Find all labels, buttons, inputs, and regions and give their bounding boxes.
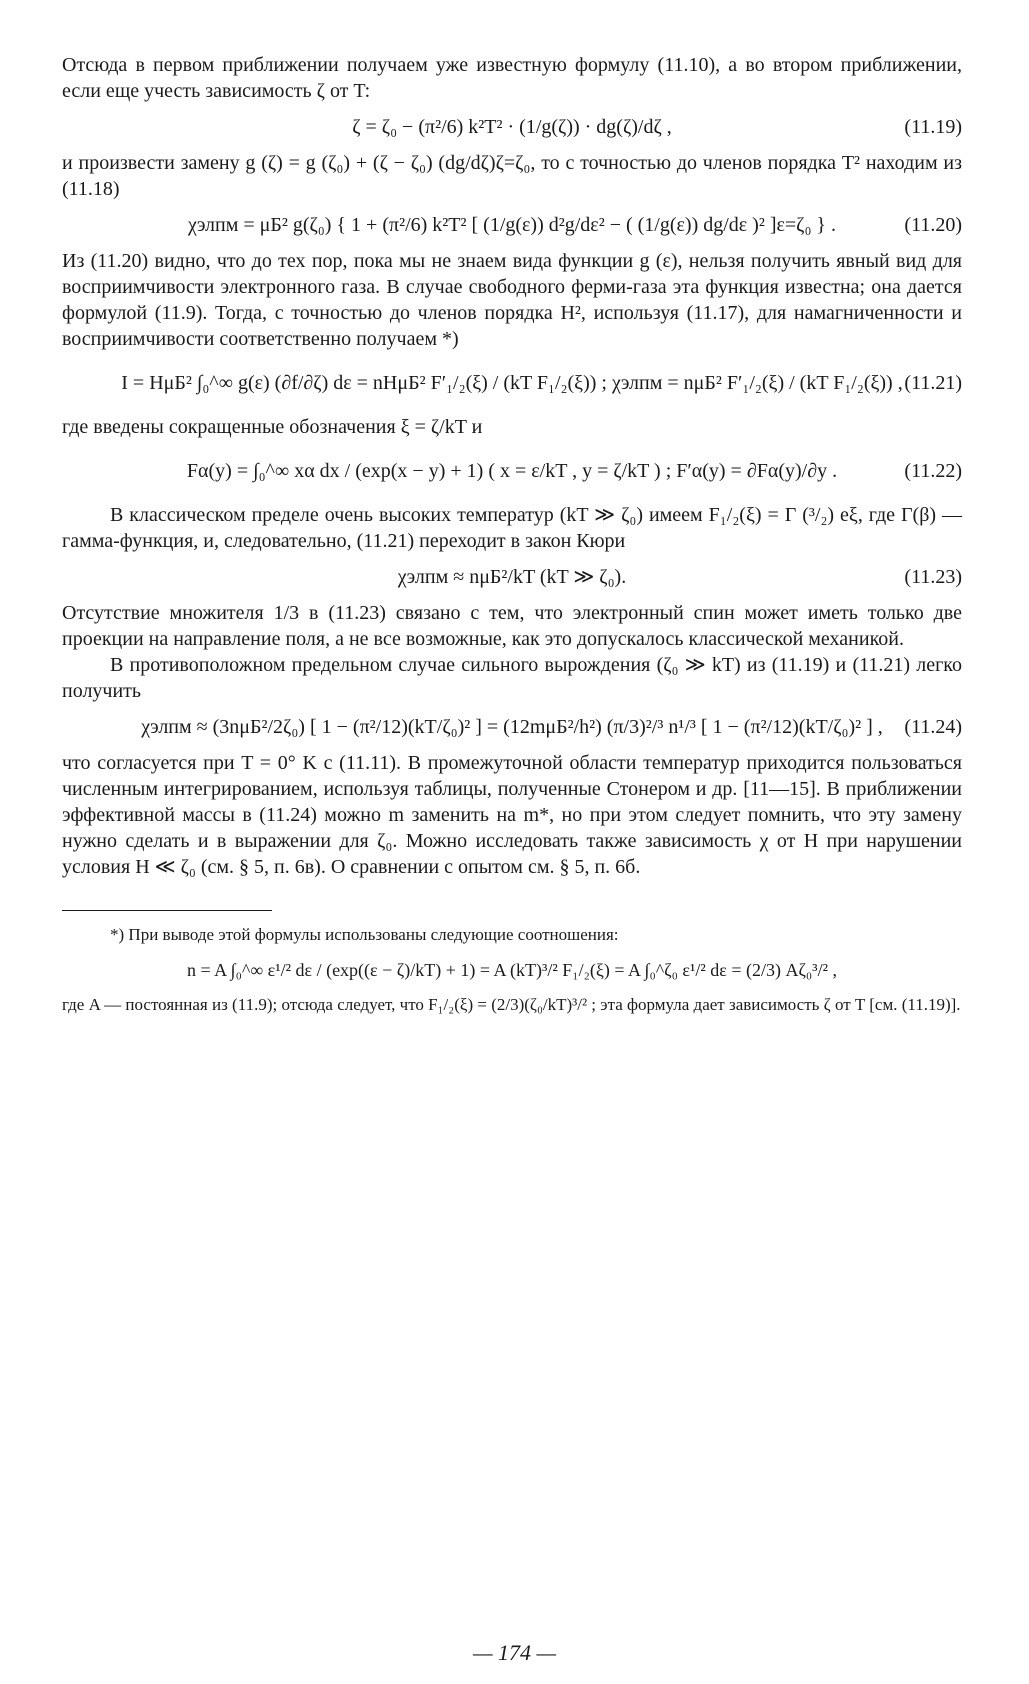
paragraph-3: Из (11.20) видно, что до тех пор, пока мы не знаем вида функции g (ε), нельзя получить явный вид для восприимчивости электронного газа. В случае свободного ферми-газа эта функция известна; она дается формулой (11.9). Тогда, с точностью до членов порядка H², используя (11.17), для намагниченности и восприимчивости соответственно получаем *) [62, 250, 962, 350]
equation-number: (11.22) [904, 460, 962, 482]
equation-body: χэлпм = μБ² g(ζ₀) { 1 + (π²/6) k²T² [ (1/g(ε)) d²g/dε² − ( (1/g(ε)) dg/dε )² ]ε=ζ₀ } . [187, 214, 837, 236]
equation-number: (11.20) [904, 214, 962, 236]
paragraph-7: В противоположном предельном случае сильного вырождения (ζ₀ ≫ kT) из (11.19) и (11.21) легко получить [62, 654, 962, 702]
footnote-divider [62, 910, 272, 911]
equation-body: Fα(y) = ∫₀^∞ xα dx / (exp(x − y) + 1) ( x = ε/kT , y = ζ/kT ) ; F′α(y) = ∂Fα(y)/∂y . [186, 460, 838, 482]
paragraph-2: и произвести замену g (ζ) = g (ζ₀) + (ζ − ζ₀) (dg/dζ)ζ=ζ₀, то с точностью до членов порядка T² находим из (11.18) [62, 152, 962, 200]
footnote-equation [62, 957, 962, 983]
equation-11-21 [62, 370, 962, 396]
page-number: — 174 — [472, 1640, 557, 1665]
footnote-intro: *) При выводе этой формулы использованы следующие соотношения: [110, 925, 619, 944]
equation-11-19 [62, 114, 962, 140]
equation-body: χэлпм ≈ (3nμБ²/2ζ₀) [ 1 − (π²/12)(kT/ζ₀)² ] = (12mμБ²/h²) (π/3)²/³ n¹/³ [ 1 − (π²/12)(kT/ζ₀)² ] , [141, 716, 883, 738]
paragraph-5: В классическом пределе очень высоких температур (kT ≫ ζ₀) имеем F₁/₂(ξ) = Γ (³/₂) eξ, где Γ(β) — гамма-функция, и, следовательно, (11.21) переходит в закон Кюри [62, 504, 962, 552]
page-content [62, 52, 962, 1017]
equation-number: (11.23) [904, 566, 962, 588]
equation-body: n = A ∫₀^∞ ε¹/² dε / (exp((ε − ζ)/kT) + 1) = A (kT)³/² F₁/₂(ξ) = A ∫₀^ζ₀ ε¹/² dε = (2/3) Aζ₀³/² , [187, 960, 837, 980]
paragraph-8: что согласуется при T = 0° K с (11.11). В промежуточной области температур приходится пользоваться численным интегрированием, используя таблицы, полученные Стонером и др. [11—15]. В приближении эффективной массы в (11.24) можно m заменить на m*, но при этом следует помнить, что эту замену нужно сделать и в выражении для ζ₀. Можно исследовать также зависимость χ от H при нарушении условия H ≪ ζ₀ (см. § 5, п. 6в). О сравнении с опытом см. § 5, п. 6б. [62, 752, 962, 878]
equation-number: (11.21) [904, 372, 962, 394]
equation-body: I = HμБ² ∫₀^∞ g(ε) (∂f/∂ζ) dε = nHμБ² F′₁/₂(ξ) / (kT F₁/₂(ξ)) ; χэлпм = nμБ² F′₁/₂(ξ) / (kT F₁/₂(ξ)) , [121, 372, 903, 394]
equation-number: (11.19) [904, 116, 962, 138]
equation-11-20 [62, 212, 962, 238]
equation-number: (11.24) [904, 716, 962, 738]
equation-11-24 [62, 714, 962, 740]
footnote-outro: где A — постоянная из (11.9); отсюда следует, что F₁/₂(ξ) = (2/3)(ζ₀/kT)³/² ; эта формула дает зависимость ζ от T [см. (11.19)]. [62, 995, 961, 1014]
equation-11-22 [62, 458, 962, 484]
equation-body: ζ = ζ₀ − (π²/6) k²T² · (1/g(ζ)) · dg(ζ)/dζ , [352, 116, 672, 138]
equation-body: χэлпм ≈ nμБ²/kT (kT ≫ ζ₀). [397, 566, 627, 588]
paragraph-1: Отсюда в первом приближении получаем уже известную формулу (11.10), а во втором приближении, если еще учесть зависимость ζ от T: [62, 54, 962, 102]
paragraph-4: где введены сокращенные обозначения ξ = ζ/kT и [62, 416, 483, 438]
equation-11-23 [62, 564, 962, 590]
paragraph-6: Отсутствие множителя 1/3 в (11.23) связано с тем, что электронный спин может иметь только две проекции на направление поля, а не все возможные, как это допускалось классической механикой. [62, 602, 962, 650]
